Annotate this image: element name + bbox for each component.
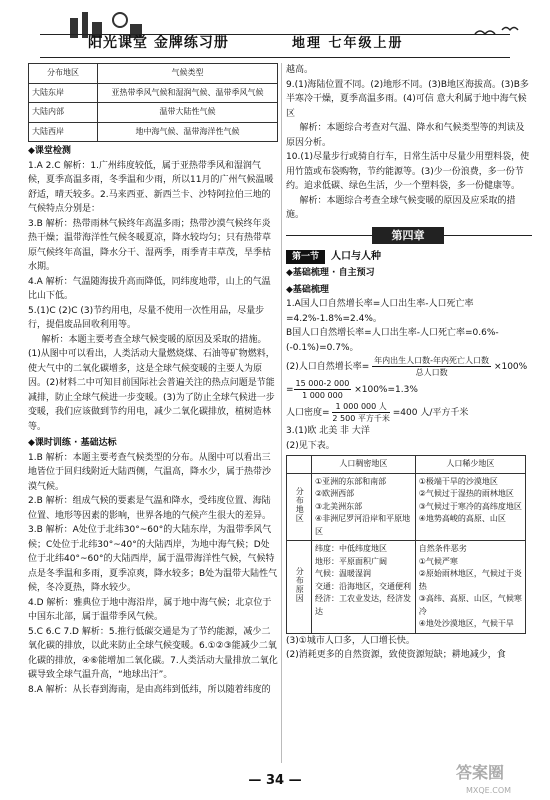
- section-name: 人口与人种: [331, 250, 382, 262]
- birds-icon: [470, 22, 530, 42]
- formula: 人口密度= $\frac{\text{1 000 000 人}}{\text{2 500 平方千米}}$ =400 人/平方千米: [286, 402, 469, 423]
- answer-paragraph: 8.A 解析：从长春到海南，是由高纬到低纬，所以随着纬度的: [28, 684, 271, 695]
- formula: = $\frac{15 000-2 000}{1 000 000}$ ×100%=1.3%: [286, 379, 418, 400]
- answer-paragraph: 解析：本题综合考查对气温、降水和气候类型等的判读及原因分析。: [286, 123, 525, 148]
- row-heading: 分布地区: [295, 486, 305, 523]
- left-column: [28, 63, 278, 697]
- climate-table: [28, 63, 278, 142]
- chapter-banner: [286, 226, 532, 246]
- answer-paragraph: (3)①城市人口多，人口增长快。: [286, 635, 415, 646]
- table-cell: 自然条件恶劣 ①气候严寒 ②原始雨林地区，气候过于炎热 ③高纬、高原、山区，气候寒冷 ④地处沙漠地区，气候干旱: [415, 541, 525, 634]
- answer-paragraph: 1.A 2.C 解析：1.广州纬度较低，属于亚热带季风和湿润气候，夏季高温多雨，冬季温和少雨，所以11月的广州气候温暖舒适，晴天较多。2.马来西亚、新西兰卡、沙特阿拉伯三地的气候特点分别是：: [28, 160, 274, 214]
- answer-paragraph: 4.D 解析：雅典位于地中海沿岸，属于地中海气候；北京位于中国东北部，属于温带季风气候。: [28, 597, 272, 622]
- table-cell: ①极端干旱的沙漠地区 ②气候过于湿热的雨林地区 ③气候过于寒冷的高纬度地区 ④地势高峻的高原、山区: [415, 473, 525, 541]
- page-header: [0, 0, 550, 62]
- page-number: — 34 —: [248, 773, 302, 788]
- answer-paragraph: 解析：本题综合考查全球气候变暖的原因及应采取的措施。: [286, 195, 516, 220]
- series-title: 阳光课堂 金牌练习册: [88, 35, 229, 51]
- answer-paragraph: 解析：本题主要考查全球气候变暖的原因及采取的措施。(1)从图中可以看出，人类活动大量燃烧煤、石油等矿物燃料，使大气中的二氧化碳增多，这是全球气候变暖的主要人为原因。(2)材料二中可知目前国际社会普遍关注的热点问题是节能减排，防止全球气候进一步变暖。(3)为了防止全球气候进一步变暖，我们应该做到节约用电，减少二氧化碳排放，植树造林等。: [28, 334, 275, 432]
- answer-paragraph: 1.B 解析：本题主要考查气候类型的分布。从图中可以看出三地皆位于回归线附近大陆西侧，气温高，降水少，属于热带沙漠气候。: [28, 452, 272, 492]
- answer-paragraph: 4.A 解析：气温随海拔升高而降低，同纬度地带，山上的气温比山下低。: [28, 276, 271, 301]
- section-label: ◆基础梳理 · 自主预习: [286, 268, 375, 278]
- table-row: [29, 122, 278, 142]
- section-label: ◆课时训练 · 基础达标: [28, 438, 117, 448]
- population-table: [286, 455, 526, 634]
- table-row: [287, 473, 526, 541]
- table-header: 人口稠密地区: [312, 456, 416, 474]
- answer-paragraph: 5.(1)C (2)C (3)节约用电，尽量不使用一次性用品，尽量步行，提倡废品回收利用等。: [28, 305, 265, 330]
- answer-paragraph: (2)见下表。: [286, 440, 335, 451]
- table-cell: 纬度：中低纬度地区 地形：平原面积广阔 气候：温暖湿润 交通：沿海地区，交通便利 经济：工农业发达，经济发达: [312, 541, 416, 634]
- table-header: 气候类型: [98, 64, 278, 84]
- chapter-title: 第四章: [372, 227, 444, 244]
- answer-paragraph: 2.B 解析：组成气候的要素是气温和降水，受纬度位置、海陆位置、地形等因素的影响，世界各地的气候产生很大的差异。: [28, 496, 272, 521]
- answer-paragraph: 3.B 解析：A处位于北纬30°~60°的大陆东岸，为温带季风气候；C处位于北纬30°~40°的大陆西岸，为地中海气候；D处位于北纬40°~60°的大陆西岸，属于温带海洋性气候，气候特点是冬季温和多雨，夏季凉爽，降水较多；B处为温带大陆性气候，冬冷夏热，降水较少。: [28, 525, 278, 593]
- table-cell: 大陆西岸: [29, 122, 98, 142]
- answer-paragraph: 10.(1)尽量步行或骑自行车，日常生活中尽量少用塑料袋，使用竹篮或布袋购物，节约能源等。(3)少一份浪费，多一份节约。追求低碳、绿色生活，少一个塑料袋，多一份健康等。: [286, 152, 530, 191]
- table-header: 人口稀少地区: [415, 456, 525, 474]
- answer-paragraph: B国人口自然增长率=人口出生率-人口死亡率=0.6%-(-0.1%)=0.7%。: [286, 328, 499, 353]
- watermark: 答案圈: [456, 763, 505, 782]
- subject-title: 地理 七年级上册: [292, 36, 404, 51]
- answer-paragraph: 越高。: [286, 65, 314, 75]
- section-tag: 第一节: [286, 250, 325, 265]
- table-row: [29, 103, 278, 123]
- answer-paragraph: 9.(1)海陆位置不同。(2)地形不同。(3)B地区海拔高。(3)B多半寒冷干燥，夏季高温多雨。(4)可信 意大利属于地中海气候区: [286, 79, 529, 119]
- section-label: ◆基础梳理: [286, 284, 329, 295]
- table-cell: 温带大陆性气候: [98, 103, 278, 123]
- answer-paragraph: 5.C 6.C 7.D 解析：5.推行低碳交通是为了节约能源，减少二氧化碳的排放，以此来防止全球气候变暖。6.①②③能减少二氧化碳的排放，④⑥能增加二氧化碳。7.人类活动大量排放二氧化碳导致全球气温升高，“地球出汗”。: [28, 626, 278, 680]
- formula: (2)人口自然增长率= $\frac{\text{年内出生人口数-年内死亡人口数}}{\text{总人口数}}$ ×100%: [286, 356, 528, 377]
- right-column: [286, 63, 532, 663]
- table-header: 分布地区: [29, 64, 98, 84]
- table-row: [287, 541, 526, 634]
- table-cell: 大陆东岸: [29, 83, 98, 103]
- watermark-url: MXQE.COM: [466, 786, 512, 795]
- row-heading: 分布原因: [295, 566, 305, 603]
- table-cell: 大陆内部: [29, 103, 98, 123]
- answer-paragraph: (2)消耗更多的自然资源，致使资源短缺；耕地减少，食: [286, 650, 506, 660]
- section-label: ◆课堂检测: [28, 146, 71, 156]
- section-heading: [286, 250, 532, 265]
- answer-paragraph: 3.B 解析：热带雨林气候终年高温多雨；热带沙漠气候终年炎热干燥；温带海洋性气候冬暖夏凉，降水较均匀；只有热带草原气候终年高温，降水分干、湿两季，雨季青丰草茂，旱季枯水期。: [28, 218, 272, 272]
- table-cell: 亚热带季风气候和湿润气候、温带季风气候: [98, 83, 278, 103]
- answer-paragraph: 3.(1)欧 北美 非 大洋: [286, 426, 370, 436]
- column-divider: [281, 63, 282, 763]
- table-cell: ①亚洲的东部和南部 ②欧洲西部 ③北美洲东部 ④非洲尼罗河沿岸和平原地区: [312, 473, 416, 541]
- answer-paragraph: 1.A国人口自然增长率=人口出生率-人口死亡率=4.2%-1.8%=2.4%。: [286, 299, 474, 324]
- table-cell: 地中海气候、温带海洋性气候: [98, 122, 278, 142]
- table-row: [29, 83, 278, 103]
